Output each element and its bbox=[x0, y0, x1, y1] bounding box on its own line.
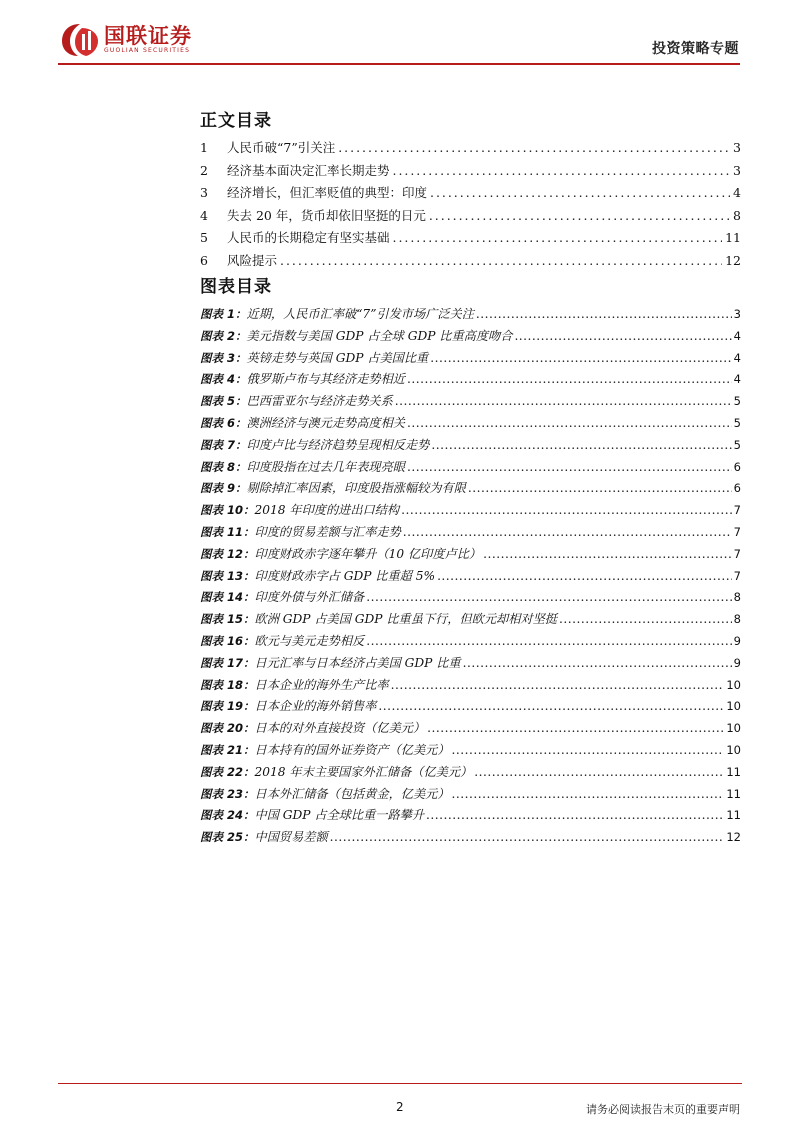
toc-entry-leader bbox=[393, 163, 731, 178]
page-number: 2 bbox=[396, 1100, 404, 1114]
figure-entry-leader bbox=[403, 525, 732, 539]
figure-entry-leader bbox=[483, 547, 732, 561]
figure-entry-title: 巴西雷亚尔与经济走势关系 bbox=[246, 394, 393, 409]
toc-entry-page: 12 bbox=[725, 252, 741, 268]
toc-entry-title: 风险提示 bbox=[227, 252, 278, 268]
figure-entry[interactable] bbox=[200, 741, 741, 763]
figure-entry[interactable] bbox=[200, 479, 741, 501]
figure-entry-label: 图表 18： bbox=[200, 677, 255, 692]
figure-entry[interactable] bbox=[200, 763, 741, 785]
figure-entry-leader bbox=[468, 481, 732, 495]
figure-entry-label: 图表 16： bbox=[200, 633, 255, 648]
figure-entry-page: 11 bbox=[726, 808, 741, 823]
figure-entry[interactable] bbox=[200, 370, 741, 392]
figure-entry-label: 图表 12： bbox=[200, 546, 255, 561]
figure-entry[interactable] bbox=[200, 697, 741, 719]
toc-entry-number: 3 bbox=[200, 185, 208, 200]
figure-entry-title: 印度财政赤字占 GDP 比重超 5% bbox=[254, 568, 436, 583]
figure-entry[interactable] bbox=[200, 523, 741, 545]
figure-entry-leader bbox=[476, 307, 732, 321]
figure-entry-label: 图表 25： bbox=[200, 830, 255, 845]
figure-entry[interactable] bbox=[200, 501, 741, 523]
figure-entry-label: 图表 19： bbox=[200, 699, 255, 714]
figure-entry-page: 8 bbox=[733, 590, 741, 605]
figure-entry-page: 11 bbox=[726, 764, 741, 779]
figure-entry-page: 7 bbox=[733, 546, 741, 561]
figure-entry-page: 7 bbox=[733, 568, 741, 583]
brand-name-cn: 国联证券 bbox=[104, 24, 192, 48]
figure-entry-page: 10 bbox=[726, 721, 741, 736]
figure-entry-label: 图表 6： bbox=[200, 415, 247, 430]
figure-entry-page: 6 bbox=[733, 459, 741, 474]
figure-entry-leader bbox=[391, 678, 725, 692]
figure-entry-title: 近期，人民币汇率破“7”引发市场广泛关注 bbox=[246, 307, 474, 321]
figure-entry-leader bbox=[431, 438, 731, 452]
figure-entry-leader bbox=[427, 721, 724, 735]
figure-entry-leader bbox=[426, 808, 724, 822]
figure-entry-page: 12 bbox=[726, 830, 741, 845]
figure-entry-page: 9 bbox=[733, 633, 741, 648]
figure-entry-leader bbox=[366, 590, 731, 604]
figure-entry[interactable] bbox=[200, 392, 741, 414]
figure-entry-page: 10 bbox=[726, 677, 741, 692]
figure-entry-leader bbox=[395, 394, 732, 408]
toc-entry[interactable] bbox=[200, 206, 741, 229]
figure-entry-title: 日本持有的国外证券资产（亿美元） bbox=[254, 742, 450, 757]
figure-entry-title: 日元汇率与日本经济占美国 GDP 比重 bbox=[254, 655, 461, 670]
figure-entry-title: 美元指数与美国 GDP 占全球 GDP 比重高度吻合 bbox=[246, 328, 513, 343]
figure-entry-label: 图表 23： bbox=[200, 786, 255, 801]
figure-entry-page: 5 bbox=[733, 394, 741, 409]
toc-entry-title: 失去 20 年，货币却依旧坚挺的日元 bbox=[227, 207, 426, 223]
guolian-logo-icon bbox=[60, 22, 100, 58]
figure-entry-label: 图表 17： bbox=[200, 655, 255, 670]
figure-entry-label: 图表 11： bbox=[200, 524, 255, 539]
toc-entry-number: 6 bbox=[200, 252, 208, 268]
figure-entry-title: 欧元与美元走势相反 bbox=[254, 633, 365, 648]
figure-entry[interactable] bbox=[200, 610, 741, 632]
brand-logo bbox=[60, 22, 192, 58]
toc-entry-title: 经济增长，但汇率贬值的典型：印度 bbox=[227, 185, 428, 200]
figure-entry-leader bbox=[366, 634, 731, 648]
figure-entry[interactable] bbox=[200, 349, 741, 371]
figure-entry-page: 7 bbox=[733, 524, 741, 539]
figure-entry-page: 5 bbox=[733, 415, 741, 430]
figure-entry-page: 9 bbox=[733, 655, 741, 670]
brand-name-en: GUOLIAN SECURITIES bbox=[104, 47, 191, 54]
figure-entry-page: 5 bbox=[733, 437, 741, 452]
figure-entry-label: 图表 2： bbox=[200, 328, 247, 343]
figure-entry-label: 图表 9： bbox=[200, 481, 247, 496]
figure-entry-title: 日本的对外直接投资（亿美元） bbox=[254, 721, 426, 736]
footer-divider bbox=[58, 1083, 742, 1084]
toc-entry[interactable] bbox=[200, 251, 741, 274]
figure-entry-leader bbox=[452, 787, 725, 801]
toc-list bbox=[200, 138, 741, 273]
figures-list bbox=[200, 305, 741, 850]
figure-entry-label: 图表 15： bbox=[200, 612, 255, 627]
toc-entry-number: 5 bbox=[200, 230, 208, 245]
figure-entry-page: 4 bbox=[733, 350, 741, 365]
figure-entry[interactable] bbox=[200, 828, 741, 850]
figure-entry-title: 印度财政赤字逐年攀升（10 亿印度卢比） bbox=[254, 546, 482, 561]
figure-entry-title: 中国贸易差额 bbox=[254, 830, 328, 845]
figure-entry-title: 日本外汇储备（包括黄金，亿美元） bbox=[254, 786, 450, 801]
figure-entry[interactable] bbox=[200, 719, 741, 741]
figure-entry-title: 印度卢比与经济趋势呈现相反走势 bbox=[246, 437, 430, 452]
toc-entry-number: 1 bbox=[200, 140, 208, 155]
figure-entry-title: 2018 年末主要国家外汇储备（亿美元） bbox=[254, 764, 473, 779]
figure-entry-title: 日本企业的海外销售率 bbox=[254, 699, 377, 714]
figure-entry-leader bbox=[463, 656, 732, 670]
figure-entry-page: 7 bbox=[733, 503, 741, 518]
figure-entry[interactable] bbox=[200, 632, 741, 654]
figure-entry-title: 印度外债与外汇储备 bbox=[254, 590, 365, 605]
figure-entry-leader bbox=[330, 830, 725, 844]
figure-entry-title: 剔除掉汇率因素，印度股指涨幅较为有限 bbox=[246, 481, 466, 496]
figure-entry-leader bbox=[401, 503, 732, 517]
figure-entry-label: 图表 5： bbox=[200, 394, 247, 409]
toc-entry-title: 人民币的长期稳定有坚实基础 bbox=[227, 230, 390, 245]
figure-entry-page: 6 bbox=[733, 481, 741, 496]
figure-entry-title: 俄罗斯卢布与其经济走势相近 bbox=[246, 372, 405, 387]
toc-entry[interactable] bbox=[200, 138, 741, 161]
toc-entry-page: 4 bbox=[733, 185, 741, 200]
toc-entry-leader bbox=[393, 230, 723, 245]
figure-entry-label: 图表 21： bbox=[200, 742, 255, 757]
figure-entry-leader bbox=[514, 329, 731, 343]
figure-entry-leader bbox=[407, 372, 732, 386]
toc-entry-page: 8 bbox=[733, 207, 741, 223]
figure-entry-page: 10 bbox=[726, 742, 741, 757]
figure-entry-title: 印度股指在过去几年表现亮眼 bbox=[246, 459, 405, 474]
figure-entry[interactable] bbox=[200, 654, 741, 676]
figure-entry-page: 3 bbox=[733, 307, 741, 321]
figure-entry-title: 印度的贸易差额与汇率走势 bbox=[254, 524, 401, 539]
toc-entry-leader bbox=[280, 253, 722, 268]
figure-entry[interactable] bbox=[200, 676, 741, 698]
figure-entry-page: 10 bbox=[726, 699, 741, 714]
figure-entry-leader bbox=[474, 765, 724, 779]
figure-entry-label: 图表 14： bbox=[200, 590, 255, 605]
figure-entry-label: 图表 4： bbox=[200, 372, 247, 387]
figure-entry-label: 图表 13： bbox=[200, 568, 255, 583]
figure-entry-title: 日本企业的海外生产比率 bbox=[254, 677, 389, 692]
figure-entry[interactable] bbox=[200, 567, 741, 589]
figure-entry-label: 图表 7： bbox=[200, 437, 247, 452]
figure-entry-page: 4 bbox=[733, 372, 741, 387]
figure-entry-label: 图表 3： bbox=[200, 350, 247, 365]
toc-entry-number: 2 bbox=[200, 162, 208, 178]
figure-entry-leader bbox=[407, 416, 732, 430]
toc-entry-leader bbox=[429, 208, 730, 223]
figure-entry[interactable] bbox=[200, 436, 741, 458]
figure-entry-leader bbox=[407, 460, 732, 474]
figure-entry[interactable] bbox=[200, 588, 741, 610]
figure-entry[interactable] bbox=[200, 414, 741, 436]
toc-entry-title: 人民币破“7”引关注 bbox=[227, 140, 336, 155]
figure-entry-label: 图表 24： bbox=[200, 808, 255, 823]
footer-disclaimer: 请务必阅读报告末页的重要声明 bbox=[586, 1103, 740, 1116]
figure-entry-leader bbox=[430, 351, 731, 365]
figure-entry-title: 澳洲经济与澳元走势高度相关 bbox=[246, 415, 405, 430]
page-header bbox=[0, 0, 800, 70]
figure-entry-leader bbox=[437, 569, 732, 583]
toc-entry-title: 经济基本面决定汇率长期走势 bbox=[227, 162, 390, 178]
figure-entry[interactable] bbox=[200, 327, 741, 349]
figure-entry-title: 2018 年印度的进出口结构 bbox=[254, 503, 400, 518]
toc-entry-page: 3 bbox=[733, 162, 741, 178]
figure-entry-label: 图表 20： bbox=[200, 721, 255, 736]
toc-entry-page: 3 bbox=[733, 140, 741, 155]
figure-entry-leader bbox=[452, 743, 725, 757]
figure-entry[interactable] bbox=[200, 458, 741, 480]
figure-entry[interactable] bbox=[200, 545, 741, 567]
toc-entry-leader bbox=[338, 140, 730, 155]
figure-entry-label: 图表 1： bbox=[200, 307, 247, 321]
figures-heading: 图表目录 bbox=[200, 277, 272, 297]
toc-entry-leader bbox=[430, 185, 730, 200]
figure-entry[interactable] bbox=[200, 785, 741, 807]
figure-entry-page: 11 bbox=[726, 786, 741, 801]
figure-entry-title: 英镑走势与英国 GDP 占美国比重 bbox=[246, 350, 429, 365]
figure-entry-title: 中国 GDP 占全球比重一路攀升 bbox=[254, 808, 425, 823]
toc-entry-number: 4 bbox=[200, 207, 208, 223]
figure-entry-label: 图表 22： bbox=[200, 764, 255, 779]
figure-entry-label: 图表 8： bbox=[200, 459, 247, 474]
toc-entry[interactable] bbox=[200, 228, 741, 251]
report-type: 投资策略专题 bbox=[652, 41, 739, 57]
figure-entry-page: 8 bbox=[733, 612, 741, 627]
toc-entry-page: 11 bbox=[725, 230, 741, 245]
figure-entry-label: 图表 10： bbox=[200, 503, 255, 518]
figure-entry[interactable] bbox=[200, 806, 741, 828]
figure-entry[interactable] bbox=[200, 305, 741, 327]
figure-entry-page: 4 bbox=[733, 328, 741, 343]
toc-heading: 正文目录 bbox=[200, 111, 272, 131]
header-divider bbox=[58, 63, 740, 65]
figure-entry-title: 欧洲 GDP 占美国 GDP 比重虽下行，但欧元却相对坚挺 bbox=[254, 612, 557, 627]
toc-entry[interactable] bbox=[200, 161, 741, 184]
toc-entry[interactable] bbox=[200, 183, 741, 206]
figure-entry-leader bbox=[559, 612, 732, 626]
figure-entry-leader bbox=[378, 699, 724, 713]
